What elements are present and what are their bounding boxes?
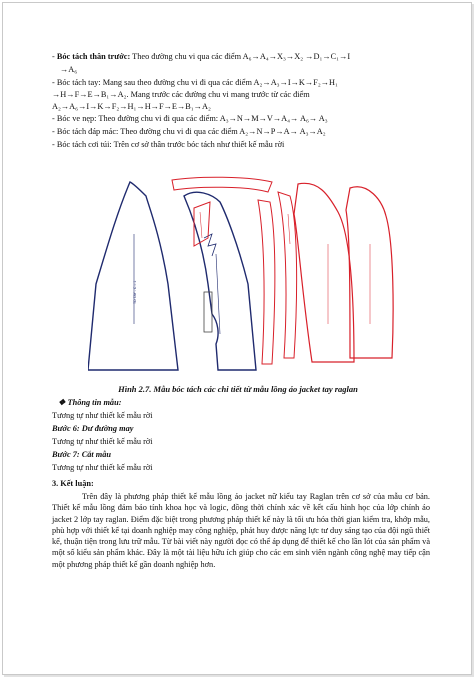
step-label-7: Bước 7: Cắt mẫu [52, 450, 111, 459]
step-text-7: Tương tự như thiết kế mẫu rời [52, 463, 153, 472]
line-5: A₂→A₆→I→K→F₂→H₁→H→F→E→B₁→A₂ [52, 102, 211, 111]
step-text-0: Tương tự như thiết kế mẫu rời [52, 411, 153, 420]
conclusion-paragraph: Trên đây là phương pháp thiết kế mẫu lồng áo jacket nữ kiểu tay Raglan trên cơ sở của mẫu cơ bản. Thiết kế mẫu lồng đảm bảo tính khoa học và logic, đồng thời chính xác về kết cấu hình học của lớp chính áo jacket 2 lớp tay raglan. Điểm đặc biệt trong phương pháp thiết kế này là tối ưu hóa thời gian kiểm tra, khớp mẫu, phù hợp với thiết kế tại doanh nghiệp may công nghiệp, phát huy được năng lực tư duy sáng tạo của đội ngũ thiết kế, thuận tiện trong lưu trữ mẫu. Từ bài viết này người đọc có thể áp dụng để thiết kế cho lần lót của sản phẩm và một số kiểu sản phẩm khác. Đây là một tài liệu hữu ích giúp cho các em sinh viên ngành công nghệ may tiếp cận một phương pháp thiết kế gần doanh nghiệp hơn. [52, 492, 430, 569]
sleeve-front-piece [346, 187, 393, 358]
line-8: - Bóc tách cơi túi: Trên cơ sở thân trước bóc tách như thiết kế mẫu rời [52, 140, 285, 149]
conclusion-heading: 3. Kết luận: [52, 479, 94, 488]
back-body-piece [88, 182, 178, 370]
line-7: - Bóc tách đáp mác: Theo đường chu vi đi qua các điểm A₂→N→P→A→ A₃→A₂ [52, 127, 326, 136]
pocket-flap-piece [194, 202, 210, 246]
step-label-6: Bước 6: Dư đường may [52, 424, 134, 433]
facing-piece-left [258, 200, 275, 364]
line-4: →H→F→E→B₁→A₂. Mang trước các đường chu vi mang trước từ các điểm [52, 90, 310, 99]
svg-text:TD TAY - C = 1: TD TAY - C = 1 [133, 280, 137, 304]
line-3: - Bóc tách tay: Mang sau theo đường chu vi đi qua các điểm A₂→A₃→I→K→F₂→H₁ [52, 78, 338, 87]
collar-piece [172, 177, 272, 192]
section-heading: ❖ Thông tin mẫu: [58, 398, 122, 407]
line-6: - Bóc ve nẹp: Theo đường chu vi đi qua các điểm: A₃→N→M→V→A₄→ A₆→ A₃ [52, 114, 328, 123]
diamond-bullet-icon: ❖ [58, 398, 68, 407]
figure-caption: Hình 2.7. Mẫu bóc tách các chi tiết từ mẫu lồng áo jacket tay raglan [118, 384, 358, 394]
line-1: - Bóc tách thân trước: Theo đường chu vi qua các điểm A₆→A₄→X₃→X₂ →D₁→C₁→I [52, 52, 351, 61]
welt-pocket-piece [204, 292, 212, 332]
front-body-piece [184, 192, 256, 370]
facing-piece-right [278, 192, 297, 358]
sleeve-back-piece [294, 183, 354, 362]
pattern-figure [88, 174, 400, 374]
step-text-6: Tương tự như thiết kế mẫu rời [52, 437, 153, 446]
line-2: →A₆ [60, 65, 78, 74]
